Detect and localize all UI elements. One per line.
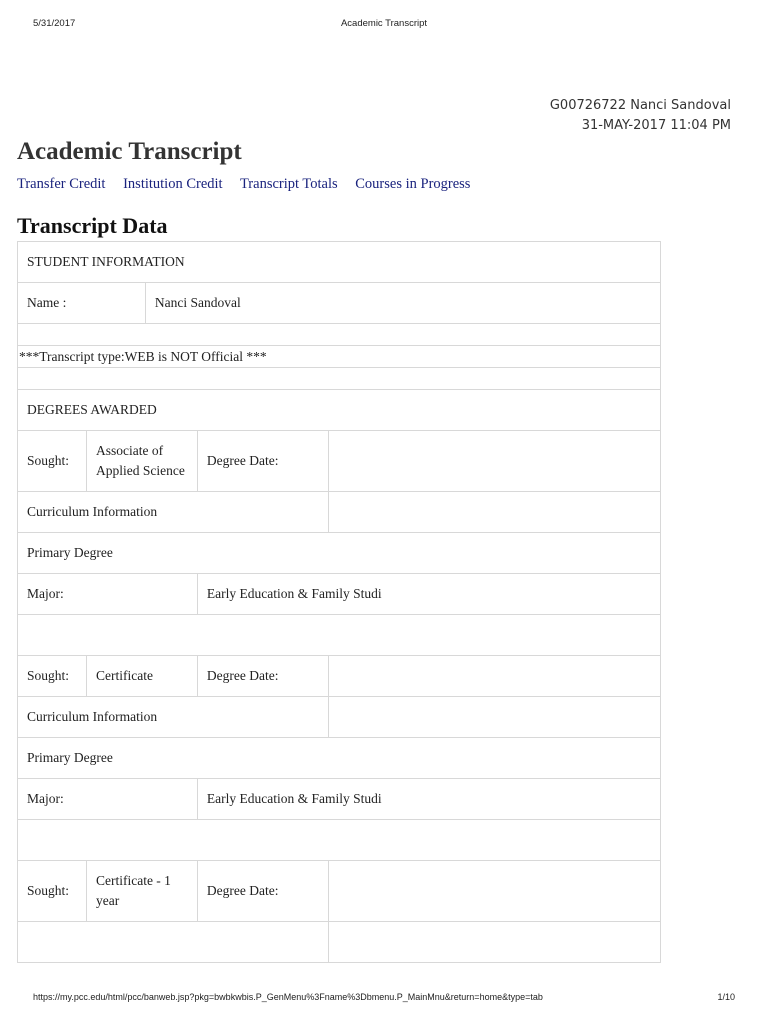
table-row xyxy=(18,861,661,922)
transcript-nav xyxy=(17,176,484,193)
table-row xyxy=(18,283,661,324)
empty-cell xyxy=(18,324,661,346)
degree-date-label: Degree Date: xyxy=(197,656,328,697)
major-value: Early Education & Family Studi xyxy=(197,574,660,615)
section-title: Transcript Data xyxy=(17,213,168,238)
table-row xyxy=(18,324,661,346)
empty-cell xyxy=(18,368,661,390)
table-row xyxy=(18,533,661,574)
transcript-data-table xyxy=(17,241,661,963)
table-row xyxy=(18,390,661,431)
primary-degree-label: Primary Degree xyxy=(18,738,661,779)
student-info-heading: STUDENT INFORMATION xyxy=(18,242,661,283)
empty-cell xyxy=(328,492,660,533)
table-row xyxy=(18,738,661,779)
user-id-name: G00726722 Nanci Sandoval xyxy=(549,98,731,113)
nav-link-transfer-credit[interactable]: Transfer Credit xyxy=(17,176,106,192)
table-row xyxy=(18,656,661,697)
table-row xyxy=(18,697,661,738)
print-date: 5/31/2017 xyxy=(33,18,76,29)
table-row xyxy=(18,431,661,492)
table-row xyxy=(18,615,661,656)
empty-cell xyxy=(18,615,661,656)
empty-cell xyxy=(328,922,660,963)
print-header xyxy=(0,18,768,32)
table-row xyxy=(18,922,661,963)
print-page-title: Academic Transcript xyxy=(340,18,428,29)
sought-value: Associate of Applied Science xyxy=(86,431,197,492)
major-label: Major: xyxy=(18,574,198,615)
sought-label: Sought: xyxy=(18,656,87,697)
name-value: Nanci Sandoval xyxy=(145,283,660,324)
name-label: Name : xyxy=(18,283,146,324)
nav-link-institution-credit[interactable]: Institution Credit xyxy=(123,176,223,192)
nav-link-courses-in-progress[interactable]: Courses in Progress xyxy=(355,176,471,192)
degrees-awarded-heading: DEGREES AWARDED xyxy=(18,390,661,431)
empty-cell xyxy=(18,820,661,861)
degree-date-value xyxy=(328,656,660,697)
degree-date-value xyxy=(328,431,660,492)
page-title: Academic Transcript xyxy=(17,138,242,165)
sought-value: Certificate - 1 year xyxy=(86,861,197,922)
degree-date-label: Degree Date: xyxy=(197,861,328,922)
major-value: Early Education & Family Studi xyxy=(197,779,660,820)
table-row xyxy=(18,779,661,820)
table-row xyxy=(18,574,661,615)
table-row xyxy=(18,820,661,861)
empty-cell xyxy=(18,922,329,963)
curriculum-info-label: Curriculum Information xyxy=(18,492,329,533)
table-row xyxy=(18,242,661,283)
page-number: 1/10 xyxy=(717,992,735,1002)
primary-degree-label: Primary Degree xyxy=(18,533,661,574)
major-label: Major: xyxy=(18,779,198,820)
empty-cell xyxy=(328,697,660,738)
user-info xyxy=(550,96,731,136)
nav-link-transcript-totals[interactable]: Transcript Totals xyxy=(239,176,338,192)
sought-label: Sought: xyxy=(18,861,87,922)
sought-value: Certificate xyxy=(86,656,197,697)
transcript-type-notice: ***Transcript type:WEB is NOT Official *** xyxy=(18,346,661,368)
table-row xyxy=(18,346,661,368)
table-row xyxy=(18,368,661,390)
sought-label: Sought: xyxy=(18,431,87,492)
curriculum-info-label: Curriculum Information xyxy=(18,697,329,738)
degree-date-label: Degree Date: xyxy=(197,431,328,492)
page-url: https://my.pcc.edu/html/pcc/banweb.jsp?pkg=bwbkwbis.P_GenMenu%3Fname%3Dbmenu.P_MainMnu&return=home&type=tab xyxy=(33,992,543,1002)
table-row xyxy=(18,492,661,533)
session-datetime: 31-MAY-2017 11:04 PM xyxy=(581,118,731,133)
degree-date-value xyxy=(328,861,660,922)
